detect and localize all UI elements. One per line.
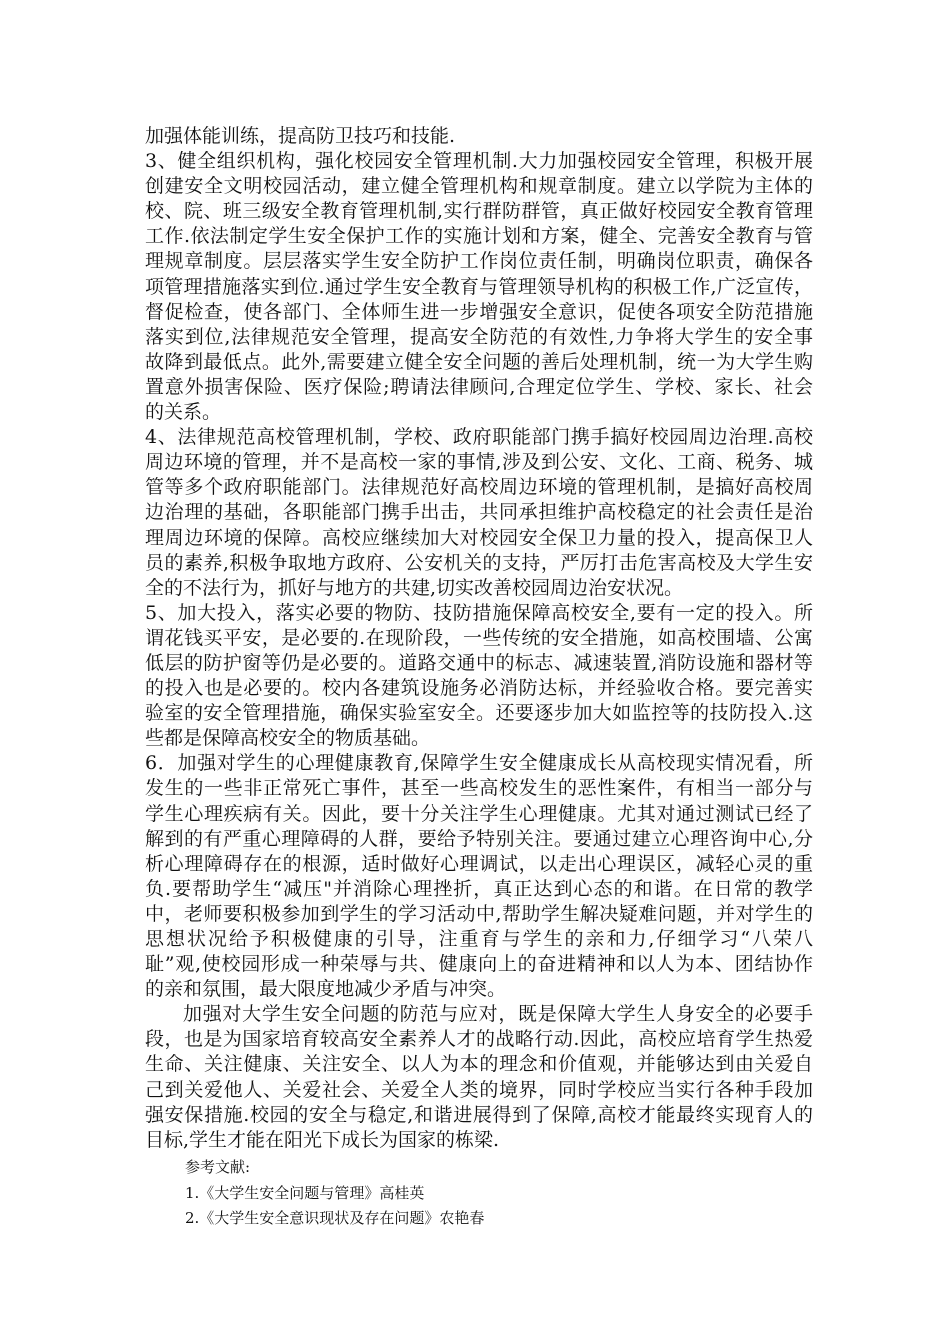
- text-line: 的亲和氛围，最大限度地减少矛盾与冲突。: [145, 978, 507, 1001]
- text-line: 员的素养,积极争取地方政府、公安机关的支持，严厉打击危害高校及大学生安: [145, 551, 813, 574]
- text-line: 中，老师要积极参加到学生的学习活动中,帮助学生解决疑难问题，并对学生的: [145, 902, 813, 925]
- text-line: 加强体能训练，提高防卫技巧和技能.: [145, 125, 456, 147]
- text-line: 落实到位,法律规范安全管理，提高安全防范的有效性,力争将大学生的安全事: [145, 325, 813, 348]
- body-text: [145, 124, 813, 1153]
- text-line: 的关系。: [145, 401, 222, 424]
- document-page: [145, 124, 813, 1232]
- text-line: 学生心理疾病有关。因此，要十分关注学生心理健康。尤其对通过测试已经了: [145, 802, 813, 825]
- references-heading: 参考文献:: [185, 1157, 251, 1176]
- text-line: 耻”观,使校园形成一种荣辱与共、健康向上的奋进精神和以人为本、团结协作: [145, 953, 813, 976]
- text-line: 边治理的基础，各职能部门携手出击，共同承担维护高校稳定的社会责任是治: [145, 501, 813, 524]
- reference-item: 1.《大学生安全问题与管理》高桂英: [185, 1183, 425, 1202]
- text-line: 强安保措施.校园的安全与稳定,和谐进展得到了保障,高校才能最终实现育人的: [145, 1103, 813, 1126]
- text-line: 析心理障碍存在的根源，适时做好心理调试，以走出心理误区，减轻心灵的重: [145, 852, 813, 875]
- text-line: 督促检查，使各部门、全体师生进一步增强安全意识，促使各项安全防范措施: [145, 300, 813, 323]
- text-line: 负.要帮助学生“减压"并消除心理挫折，真正达到心态的和谐。在日常的教学: [145, 877, 813, 900]
- text-line: 加强对大学生安全问题的防范与应对，既是保障大学生人身安全的必要手: [183, 1003, 813, 1026]
- text-line: 5、加大投入，落实必要的物防、技防措施保障高校安全,要有一定的投入。所: [145, 601, 813, 624]
- text-line: 己到关爱他人、关爱社会、关爱全人类的境界，同时学校应当实行各种手段加: [145, 1078, 813, 1101]
- text-line: 思想状况给予积极健康的引导，注重育与学生的亲和力,仔细学习“八荣八: [145, 928, 813, 950]
- text-line: 验室的安全管理措施，确保实验室安全。还要逐步加大如监控等的技防投入.这: [145, 702, 813, 725]
- text-line: 4、法律规范高校管理机制，学校、政府职能部门携手搞好校园周边治理.高校: [145, 426, 813, 449]
- text-line: 理周边环境的保障。高校应继续加大对校园安全保卫力量的投入，提高保卫人: [145, 526, 813, 549]
- text-line: 低层的防护窗等仍是必要的。道路交通中的标志、减速装置,消防设施和器材等: [145, 651, 813, 674]
- text-line: 理规章制度。层层落实学生安全防护工作岗位责任制，明确岗位职责，确保各: [145, 250, 813, 273]
- text-line: 校、院、班三级安全教育管理机制,实行群防群管，真正做好校园安全教育管理: [145, 200, 813, 223]
- references-section: [145, 1155, 813, 1232]
- text-line: 置意外损害保险、医疗保险;聘请法律顾问,合理定位学生、学校、家长、社会: [145, 375, 813, 398]
- reference-item: 2.《大学生安全意识现状及存在问题》农艳春: [185, 1209, 485, 1228]
- text-line: 故降到最低点。此外,需要建立健全安全问题的善后处理机制，统一为大学生购: [145, 350, 813, 373]
- text-line: 6．加强对学生的心理健康教育,保障学生安全健康成长从高校现实情况看，所: [145, 752, 813, 775]
- text-line: 些都是保障高校安全的物质基础。: [145, 727, 431, 750]
- text-line: 周边环境的管理，并不是高校一家的事情,涉及到公安、文化、工商、税务、城: [145, 451, 813, 474]
- text-line: 创建安全文明校园活动，建立健全管理机构和规章制度。建立以学院为主体的: [145, 175, 813, 198]
- text-line: 3、健全组织机构，强化校园安全管理机制.大力加强校园安全管理，积极开展: [145, 150, 813, 173]
- text-line: 管等多个政府职能部门。法律规范好高校周边环境的管理机制，是搞好高校周: [145, 476, 813, 499]
- text-line: 段，也是为国家培育较高安全素养人才的战略行动.因此，高校应培育学生热爱: [145, 1028, 813, 1051]
- text-line: 工作.依法制定学生安全保护工作的实施计划和方案，健全、完善安全教育与管: [145, 225, 813, 248]
- text-line: 谓花钱买平安，是必要的.在现阶段，一些传统的安全措施，如高校围墙、公寓: [145, 626, 813, 649]
- text-line: 生命、关注健康、关注安全、以人为本的理念和价值观，并能够达到由关爱自: [145, 1053, 813, 1076]
- text-line: 的投入也是必要的。校内各建筑设施务必消防达标，并经验收合格。要完善实: [145, 677, 813, 700]
- text-line: 项管理措施落实到位.通过学生安全教育与管理领导机构的积极工作,广泛宣传，: [145, 275, 813, 298]
- text-line: 全的不法行为，抓好与地方的共建,切实改善校园周边治安状况。: [145, 576, 684, 599]
- text-line: 发生的一些非正常死亡事件，甚至一些高校发生的恶性案件，有相当一部分与: [145, 777, 813, 800]
- text-line: 目标,学生才能在阳光下成长为国家的栋梁.: [145, 1128, 500, 1151]
- text-line: 解到的有严重心理障碍的人群，要给予特别关注。要通过建立心理咨询中心,分: [145, 827, 813, 850]
